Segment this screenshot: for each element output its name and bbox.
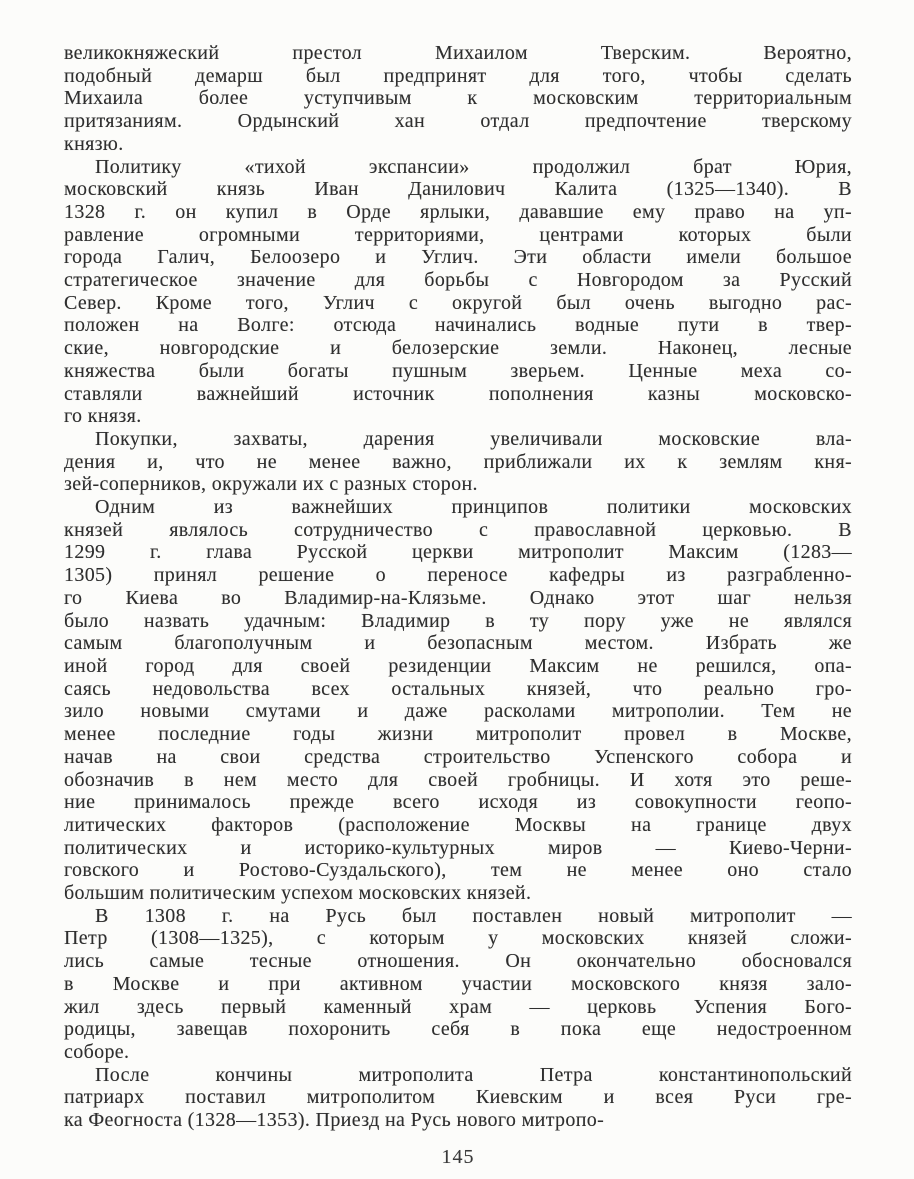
text-line: зей-соперников, окружали их с разных сторон. [64,473,478,496]
text-line: обозначив в нем место для своей гробницы. И хотя это реше- [64,768,852,791]
text-line: великокняжеский престол Михаилом Тверским. Вероятно, [64,42,852,64]
text-line: большим политическим успехом московских князей. [64,882,532,905]
text-line: 1305) принял решение о переносе кафедры из разграбленно- [64,564,852,587]
text-line: В 1308 г. на Русь был поставлен новый митрополит — [95,904,852,927]
text-line: патриарх поставил митрополитом Киевским и всея Руси гре- [64,1086,852,1109]
body-text [64,42,852,1132]
text-line: иной город для своей резиденции Максим не решился, опа- [64,654,852,677]
text-line: ставляли важнейший источник пополнения казны московско- [64,382,852,405]
text-line: соборе. [64,1040,130,1063]
text-line: московский князь Иван Данилович Калита (1325—1340). В [64,178,852,201]
text-line: го князя. [64,405,142,428]
text-line: равление огромными территориями, центрами которых были [64,223,852,246]
text-line: притязаниям. Ордынский хан отдал предпочтение тверскому [64,110,852,133]
paragraph [64,42,852,156]
text-line: дения и, что не менее важно, приближали их к землям кня- [64,450,852,473]
text-line: было назвать удачным: Владимир в ту пору уже не являлся [64,609,852,632]
paragraph [64,496,852,905]
text-line: князю. [64,132,124,155]
text-line: 1328 г. он купил в Орде ярлыки, дававшие ему право на уп- [64,200,852,223]
paragraph [64,156,852,428]
text-line: в Москве и при активном участии московского князя зало- [64,972,852,995]
text-line: 1299 г. глава Русской церкви митрополит Максим (1283— [64,541,852,564]
text-line: самым благополучным и безопасным местом. Избрать же [64,632,852,655]
text-line: литических факторов (расположение Москвы на границе двух [64,813,852,836]
text-line: лись самые тесные отношения. Он окончательно обосновался [64,950,852,973]
text-line: князей являлось сотрудничество с православной церковью. В [64,518,852,541]
text-line: го Киева во Владимир-на-Клязьме. Однако этот шаг нельзя [64,586,852,609]
text-line: родицы, завещав похоронить себя в пока еще недостроенном [64,1018,852,1041]
text-line: зило новыми смутами и даже расколами митрополии. Тем не [64,700,852,723]
text-line: политических и историко-культурных миров — Киево-Черни- [64,836,852,859]
text-line: жил здесь первый каменный храм — церковь Успения Бого- [64,995,852,1018]
text-line: ние принималось прежде всего исходя из совокупности геопо- [64,791,852,814]
text-line: Петр (1308—1325), с которым у московских князей сложи- [64,927,852,950]
text-line: Покупки, захваты, дарения увеличивали московские вла- [95,427,852,450]
text-line: саясь недовольства всех остальных князей, что реально гро- [64,677,852,700]
text-line: стратегическое значение для борьбы с Новгородом за Русский [64,269,852,292]
text-line: положен на Волге: отсюда начинались водные пути в твер- [64,314,852,337]
paragraph [64,1064,852,1132]
text-line: подобный демарш был предпринят для того, чтобы сделать [64,64,852,87]
paragraph [64,905,852,1064]
text-line: княжества были богаты пушным зверьем. Ценные меха со- [64,359,852,382]
text-line: города Галич, Белоозеро и Углич. Эти области имели большое [64,246,852,269]
text-line: Север. Кроме того, Углич с округой был очень выгодно рас- [64,291,852,314]
text-line: менее последние годы жизни митрополит провел в Москве, [64,723,852,746]
text-line: Михаила более уступчивым к московским территориальным [64,87,852,110]
page-number: 145 [441,1145,475,1168]
text-line: ские, новгородские и белозерские земли. Наконец, лесные [64,337,852,360]
text-line: начав на свои средства строительство Успенского собора и [64,745,852,768]
text-line: Одним из важнейших принципов политики московских [95,496,852,519]
text-line: говского и Ростово-Суздальского), тем не менее оно стало [64,859,852,882]
text-line: После кончины митрополита Петра константинопольский [95,1063,852,1086]
paragraph [64,428,852,496]
text-line: Политику «тихой экспансии» продолжил брат Юрия, [95,155,852,178]
text-line: ка Феогноста (1328—1353). Приезд на Русь нового митропо- [64,1109,605,1132]
